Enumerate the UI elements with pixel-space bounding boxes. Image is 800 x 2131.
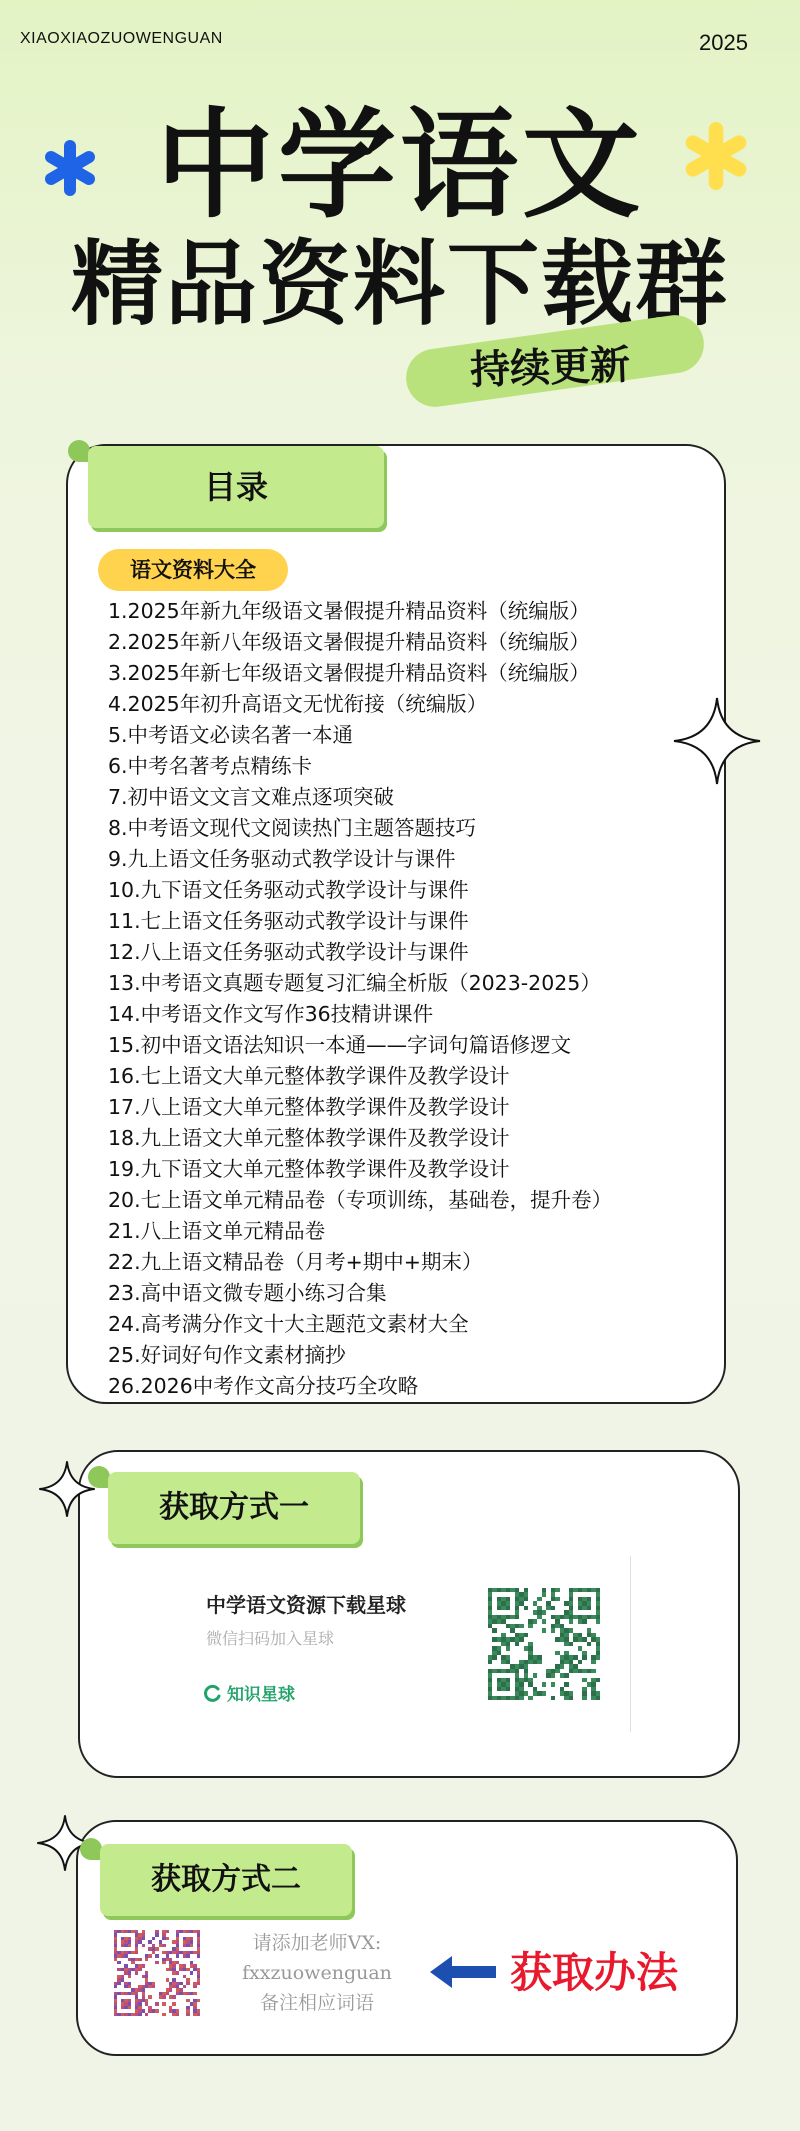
planet-logo-icon [204,1684,222,1702]
qr-code-planet[interactable] [488,1588,600,1700]
section-pill: 语文资料大全 [98,549,288,591]
toc-item: 11.七上语文任务驱动式教学设计与课件 [108,909,469,933]
toc-item: 14.中考语文作文写作36技精讲课件 [108,1002,434,1026]
method2-tab-curl [80,1838,102,1860]
method1-tab: 获取方式一 [108,1472,360,1544]
planet-logo [204,1680,295,1705]
toc-item: 23.高中语文微专题小练习合集 [108,1281,387,1305]
contact-line2: fxxzuowenguan [242,1962,392,1984]
page-title-line2: 精品资料下载群 [70,231,729,338]
toc-item: 26.2026中考作文高分技巧全攻略 [108,1374,419,1398]
contact-line3: 备注相应词语 [259,1992,374,2014]
toc-item: 20.七上语文单元精品卷（专项训练，基础卷，提升卷） [108,1188,613,1212]
toc-item: 9.九上语文任务驱动式教学设计与课件 [108,847,456,871]
planet-logo-text: 知识星球 [227,1685,295,1705]
toc-item: 15.初中语文语法知识一本通——字词句篇语修逻文 [108,1033,572,1057]
sparkle-icon [38,1460,96,1518]
toc-item: 12.八上语文任务驱动式教学设计与课件 [108,940,469,964]
toc-item: 13.中考语文真题专题复习汇编全析版（2023-2025） [108,971,601,995]
year-label: 2025 [699,30,748,55]
toc-item: 1.2025年新九年级语文暑假提升精品资料（统编版） [108,599,590,623]
toc-item: 4.2025年初升高语文无忧衔接（统编版） [108,692,488,716]
toc-item: 16.七上语文大单元整体教学课件及教学设计 [108,1064,510,1088]
cta-label: 获取办法 [510,1948,679,1997]
toc-item: 18.九上语文大单元整体教学课件及教学设计 [108,1126,510,1150]
sparkle-icon [672,696,762,786]
method2-tab: 获取方式二 [100,1844,352,1916]
toc-item: 2.2025年新八年级语文暑假提升精品资料（统编版） [108,630,590,654]
toc-item: 5.中考语文必读名著一本通 [108,723,354,747]
qr-code-wechat[interactable] [114,1930,200,2016]
toc-item: 22.九上语文精品卷（月考+期中+期末） [108,1250,483,1274]
planet-hint: 微信扫码加入星球 [206,1629,335,1648]
toc-item: 24.高考满分作文十大主题范文素材大全 [108,1312,469,1336]
planet-name: 中学语文资源下载星球 [206,1593,406,1617]
toc-item: 17.八上语文大单元整体教学课件及教学设计 [108,1095,510,1119]
toc-item: 10.九下语文任务驱动式教学设计与课件 [108,878,469,902]
contact-info [232,1928,402,2018]
tagline: 持续更新 [469,342,631,394]
toc-item: 7.初中语文文言文难点逐项突破 [108,785,395,809]
contact-line1: 请添加老师VX: [252,1932,382,1954]
toc-item: 3.2025年新七年级语文暑假提升精品资料（统编版） [108,661,590,685]
page-title-line1: 中学语文 [155,96,644,234]
brand-name: XIAOXIAOZUOWENGUAN [20,30,223,47]
toc-item: 6.中考名著考点精练卡 [108,754,313,778]
toc-item: 8.中考语文现代文阅读热门主题答题技巧 [108,816,477,840]
toc-item: 21.八上语文单元精品卷 [108,1219,326,1243]
method1-tab-curl [88,1466,110,1488]
toc-item: 25.好词好句作文素材摘抄 [108,1343,346,1367]
toc-tab-curl [68,440,90,462]
arrow-left-icon [430,1954,498,1990]
toc-tab: 目录 [88,446,384,528]
toc-item: 19.九下语文大单元整体教学课件及教学设计 [108,1157,510,1181]
